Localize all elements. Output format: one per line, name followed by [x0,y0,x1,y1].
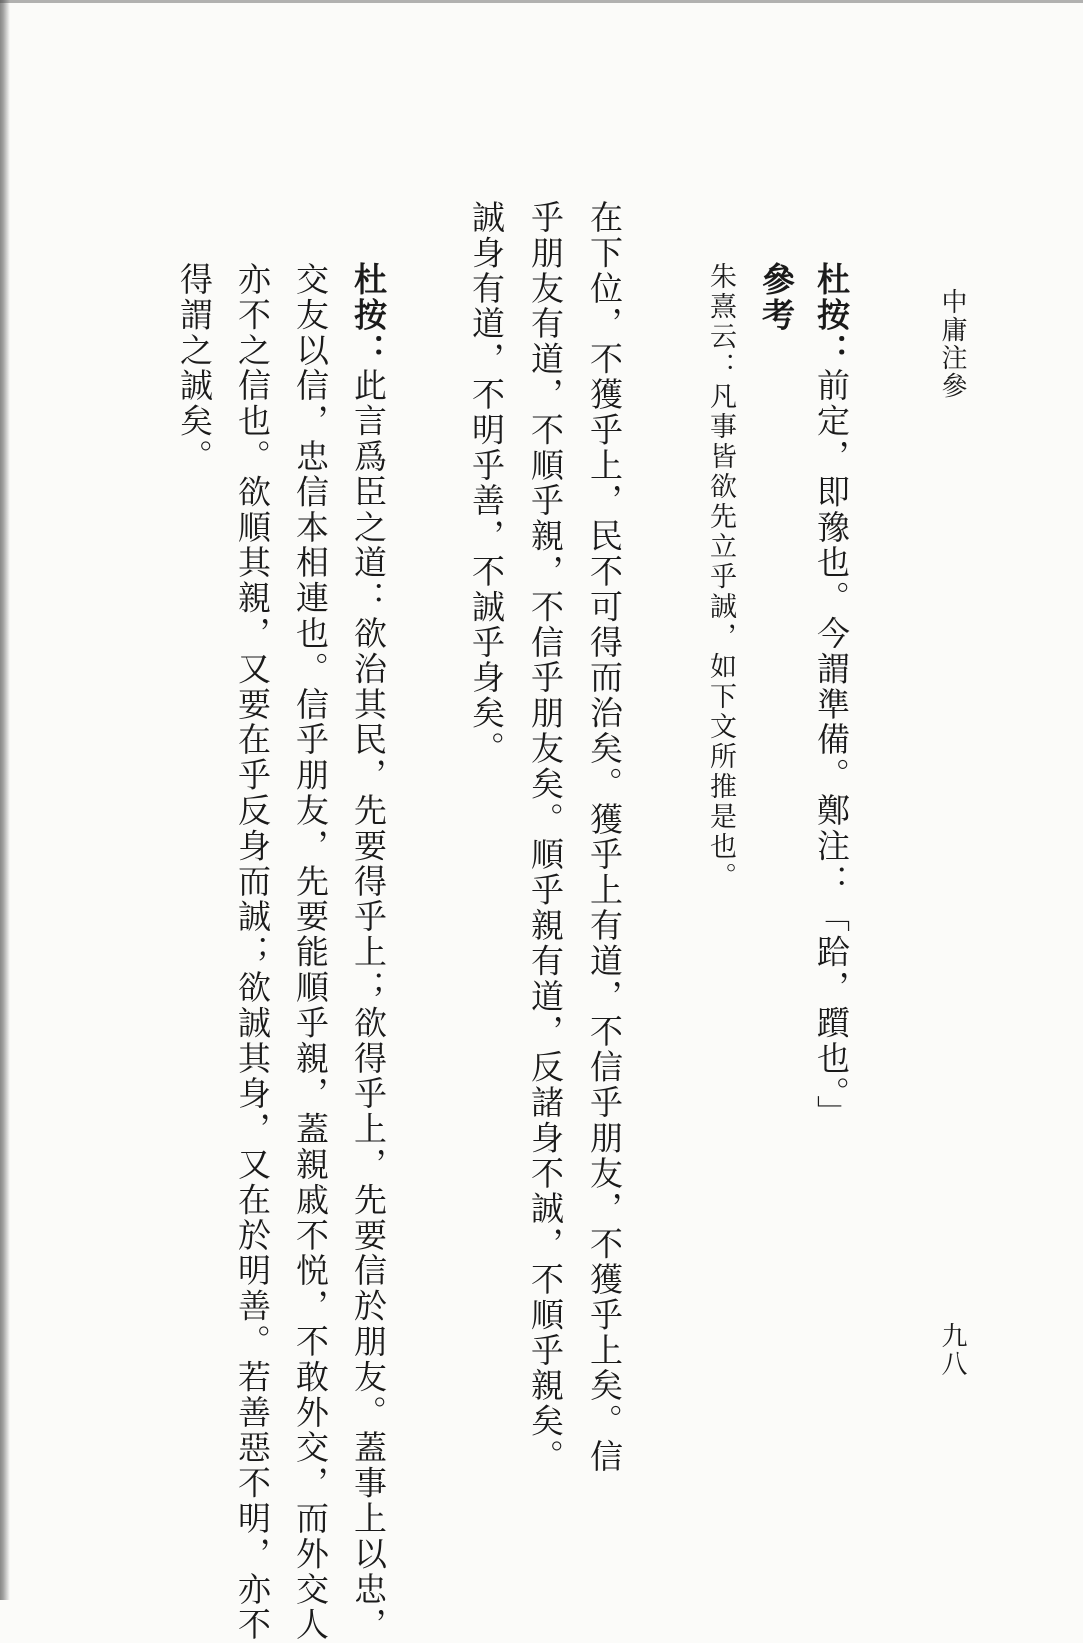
running-title: 中庸注參 [937,288,967,400]
commentary-line-4: 得謂之誠矣。 [175,262,214,475]
annotation-label: 杜按： [812,262,851,369]
reference-heading: 參考 [757,262,796,333]
annotation-text: 前定，即豫也。今謂準備。鄭注：「跲，躓也。」 [812,368,851,1131]
classic-text-line-3: 誠身有道，不明乎善，不誠乎身矣。 [467,200,506,767]
scan-top-edge [0,0,1083,3]
classic-text-line-2: 乎朋友有道，不順乎親，不信乎朋友矣。順乎親有道，反諸身不誠，不順乎親矣。 [526,200,565,1475]
classic-text-line-1: 在下位，不獲乎上，民不可得而治矣。獲乎上有道，不信乎朋友，不獲乎上矣。信 [585,200,624,1475]
commentary-line-3: 亦不之信也。欲順其親，又要在乎反身而誠；欲誠其身，又在於明善。若善惡不明，亦不 [233,262,272,1643]
reference-quote: 朱熹云：凡事皆欲先立乎誠，如下文所推是也。 [705,262,736,892]
page-number: 九八 [937,1322,967,1378]
commentary-text: 此言爲臣之道：欲治其民，先要得乎上；欲得乎上，先要信於朋友。蓋事上以忠， [349,368,388,1643]
commentary-label: 杜按： [349,262,388,369]
scan-edge-shadow [0,0,10,1600]
commentary-line-1 [349,262,388,1643]
commentary-line-2: 交友以信，忠信本相連也。信乎朋友，先要能順乎親，蓋親戚不悦，不敢外交，而外交人 [291,262,330,1643]
column-1-note [812,262,851,1131]
